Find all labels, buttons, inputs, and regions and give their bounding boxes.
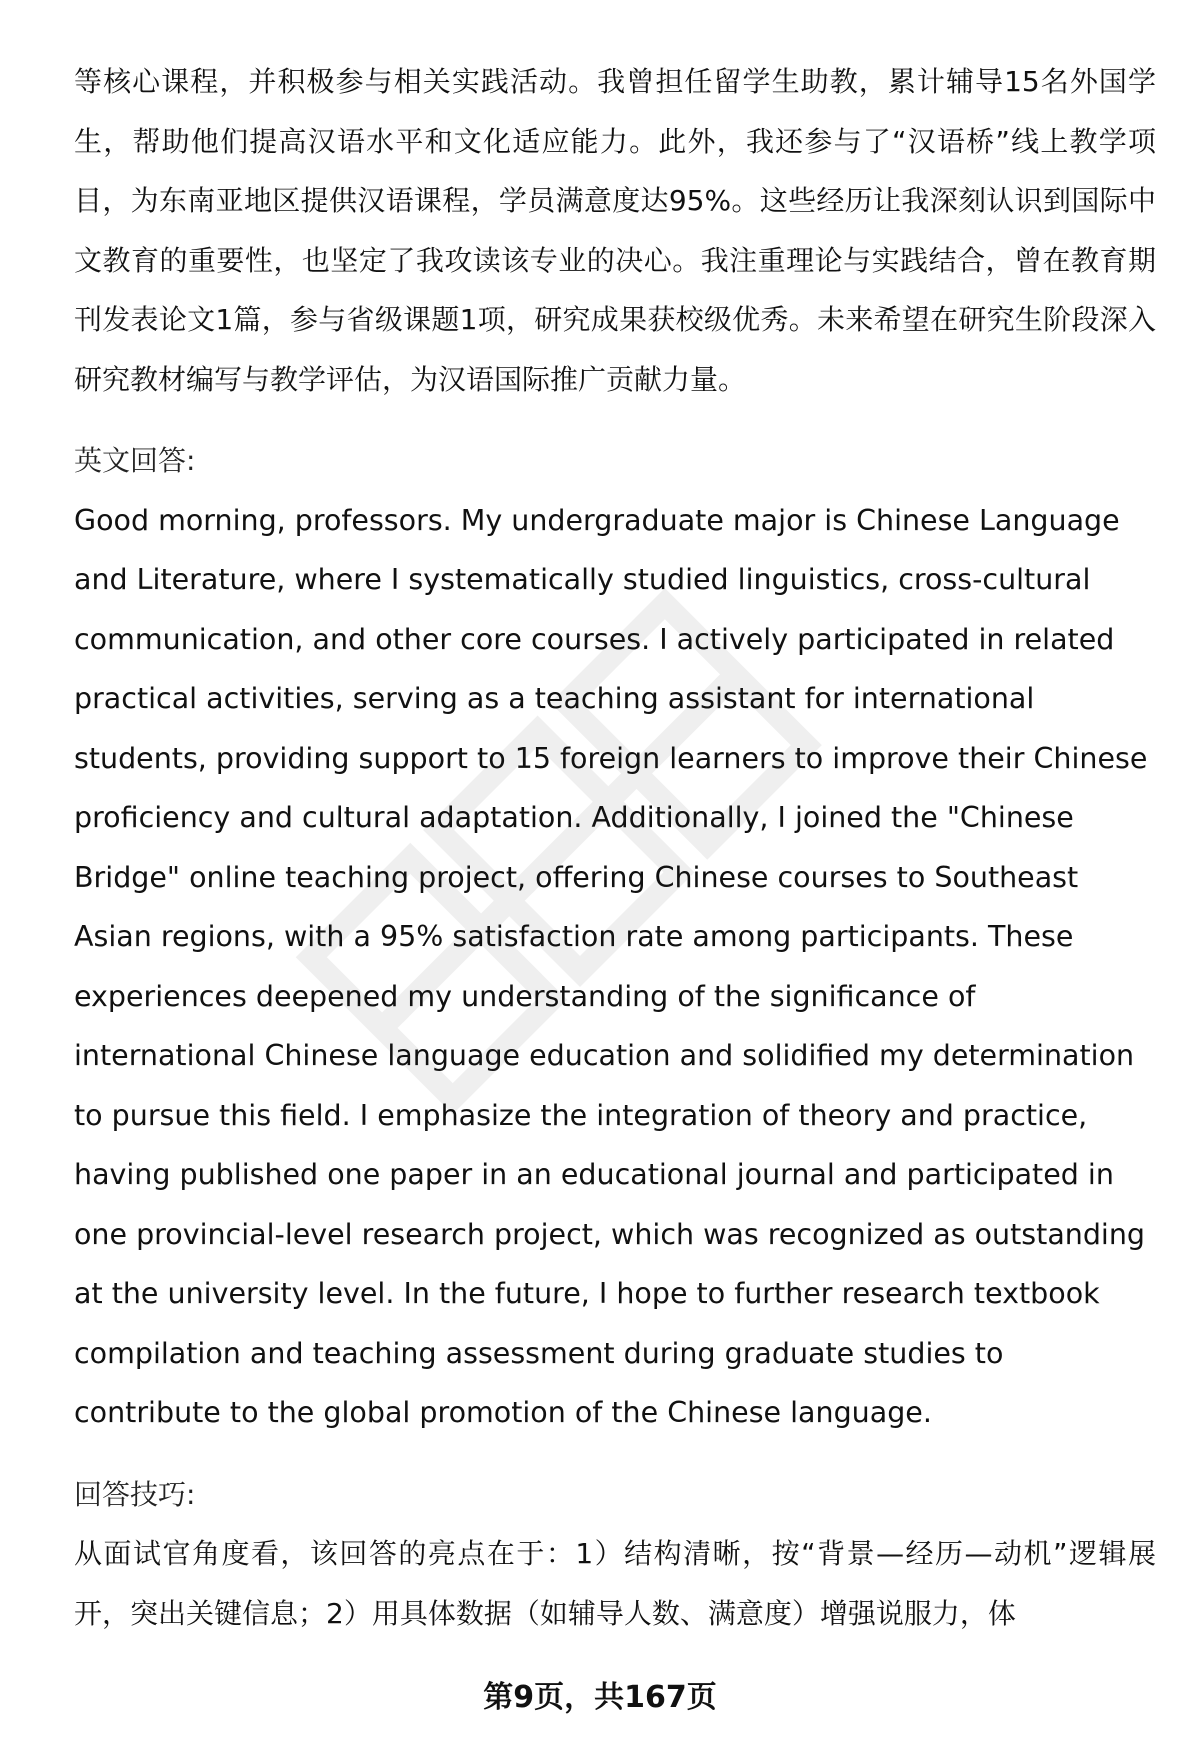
english-answer-heading: 英文回答: [74,444,196,477]
page-number-footer: 第9页，共167页 [483,1680,717,1715]
english-answer-paragraph: Good morning, professors. My undergraduate major is Chinese Language and Literature, where I systematically studied linguistics, cross-cultural communication, and other core courses. I actively participated in related practical activities, serving as a teaching assistant for international students, providing support to 15 foreign learners to improve their Chinese proficiency and cultural adaptation. Additionally, I joined the "Chinese Bridge" online teaching project, offering Chinese courses to Southeast Asian regions, with a 95% satisfaction rate among participants. These experiences deepened my understanding of the significance of international Chinese language education and solidified my determination to pursue this field. I emphasize the integration of theory and practice, having published one paper in an educational journal and participated in one provincial-level research project, which was recognized as outstanding at the university level. In the future, I hope to further research textbook compilation and teaching assessment during graduate studies to contribute to the global promotion of the Chinese language. [74,503,1148,1429]
answer-tips-heading: 回答技巧: [74,1477,196,1511]
answer-tips-paragraph: 从面试官角度看，该回答的亮点在于：1）结构清晰，按“背景—经历—动机”逻辑展开，突出关键信息；2）用具体数据（如辅导人数、满意度）增强说服力，体 [74,1537,1156,1630]
chinese-answer-paragraph: 等核心课程，并积极参与相关实践活动。我曾担任留学生助教，累计辅导15名外国学生，帮助他们提高汉语水平和文化适应能力。此外，我还参与了“汉语桥”线上教学项目，为东南亚地区提供汉语课程，学员满意度达95%。这些经历让我深刻认识到国际中文教育的重要性，也坚定了我攻读该专业的决心。我注重理论与实践结合，曾在教育期刊发表论文1篇，参与省级课题1项，研究成果获校级优秀。未来希望在研究生阶段深入研究教材编写与教学评估，为汉语国际推广贡献力量。 [74,65,1156,396]
document-body [74,52,1156,1643]
